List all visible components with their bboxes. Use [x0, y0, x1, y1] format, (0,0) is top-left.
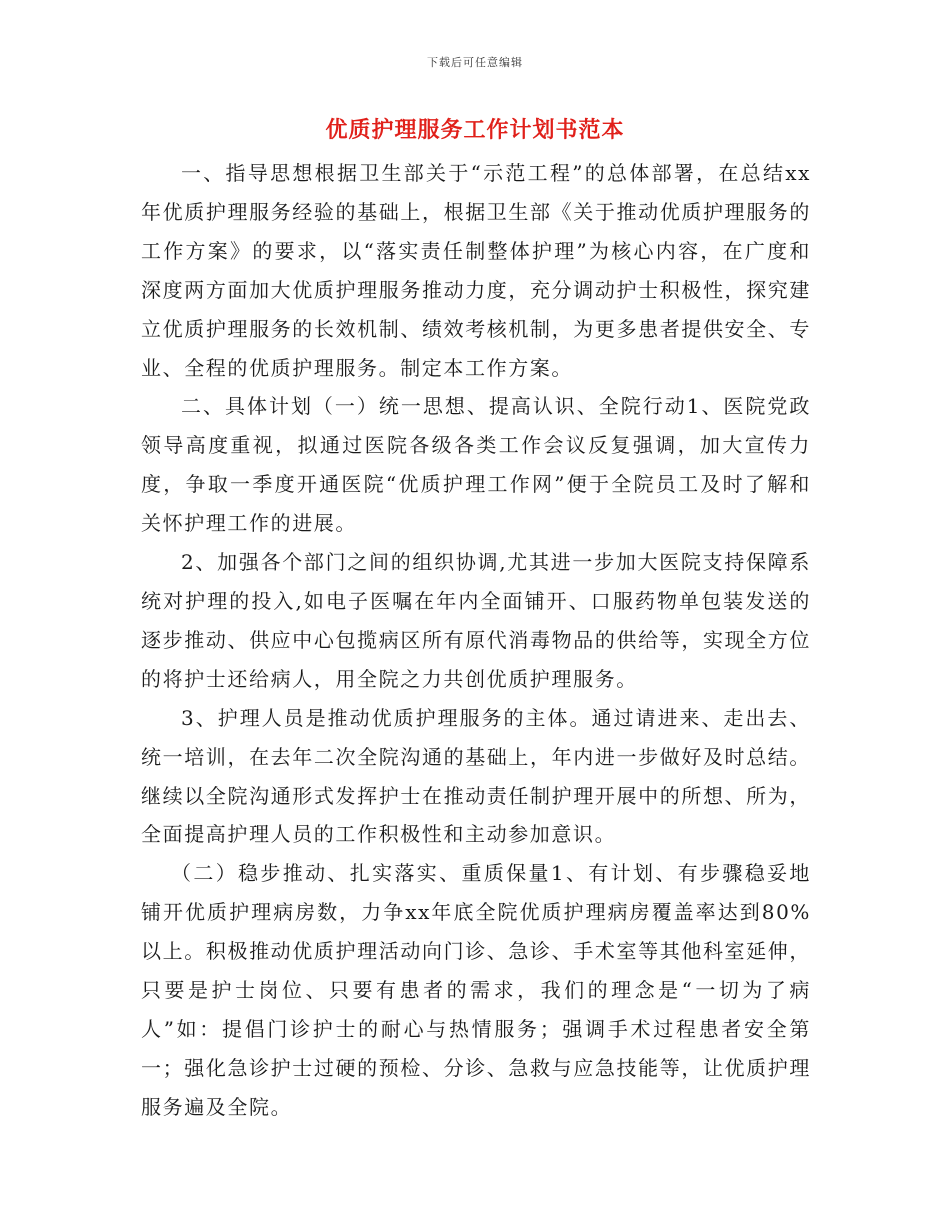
- document-title: 优质护理服务工作计划书范本: [325, 117, 625, 143]
- paragraph-steady-progress: （二）稳步推动、扎实落实、重质保量1、有计划、有步骤稳妥地铺开优质护理病房数，力争xx年底全院优质护理病房覆盖率达到80%以上。积极推动优质护理活动向门诊、急诊、手术室等其他科室延伸，只要是护士岗位、只要有患者的需求，我们的理念是“一切为了病人”如：提倡门诊护士的耐心与热情服务；强调手术过程患者安全第一；强化急诊护士过硬的预检、分诊、急救与应急技能等，让优质护理服务遍及全院。: [141, 861, 811, 1119]
- document-body: [141, 154, 811, 1127]
- paragraph-coordination: 2、加强各个部门之间的组织协调,尤其进一步加大医院支持保障系统对护理的投入,如电子医嘱在年内全面铺开、口服药物单包装发送的逐步推动、供应中心包揽病区所有原代消毒物品的供给等，实现全方位的将护士还给病人，用全院之力共创优质护理服务。: [141, 550, 811, 691]
- paragraph-specific-plan: 二、具体计划（一）统一思想、提高认识、全院行动1、医院党政领导高度重视，拟通过医院各级各类工作会议反复强调，加大宣传力度，争取一季度开通医院“优质护理工作网”便于全院员工及时了解和关怀护理工作的进展。: [141, 394, 811, 536]
- paragraph-nursing-staff: 3、护理人员是推动优质护理服务的主体。通过请进来、走出去、统一培训，在去年二次全院沟通的基础上，年内进一步做好及时总结。继续以全院沟通形式发挥护士在推动责任制护理开展中的所想、所为，全面提高护理人员的工作积极性和主动参加意识。: [141, 705, 811, 847]
- page-header-note: 下载后可任意编辑: [427, 56, 523, 69]
- paragraph-guiding-ideology: 一、指导思想根据卫生部关于“示范工程”的总体部署，在总结xx年优质护理服务经验的基础上，根据卫生部《关于推动优质护理服务的工作方案》的要求，以“落实责任制整体护理”为核心内容，在广度和深度两方面加大优质护理服务推动力度，充分调动护士积极性，探究建立优质护理服务的长效机制、绩效考核机制，为更多患者提供安全、专业、全程的优质护理服务。制定本工作方案。: [141, 161, 811, 380]
